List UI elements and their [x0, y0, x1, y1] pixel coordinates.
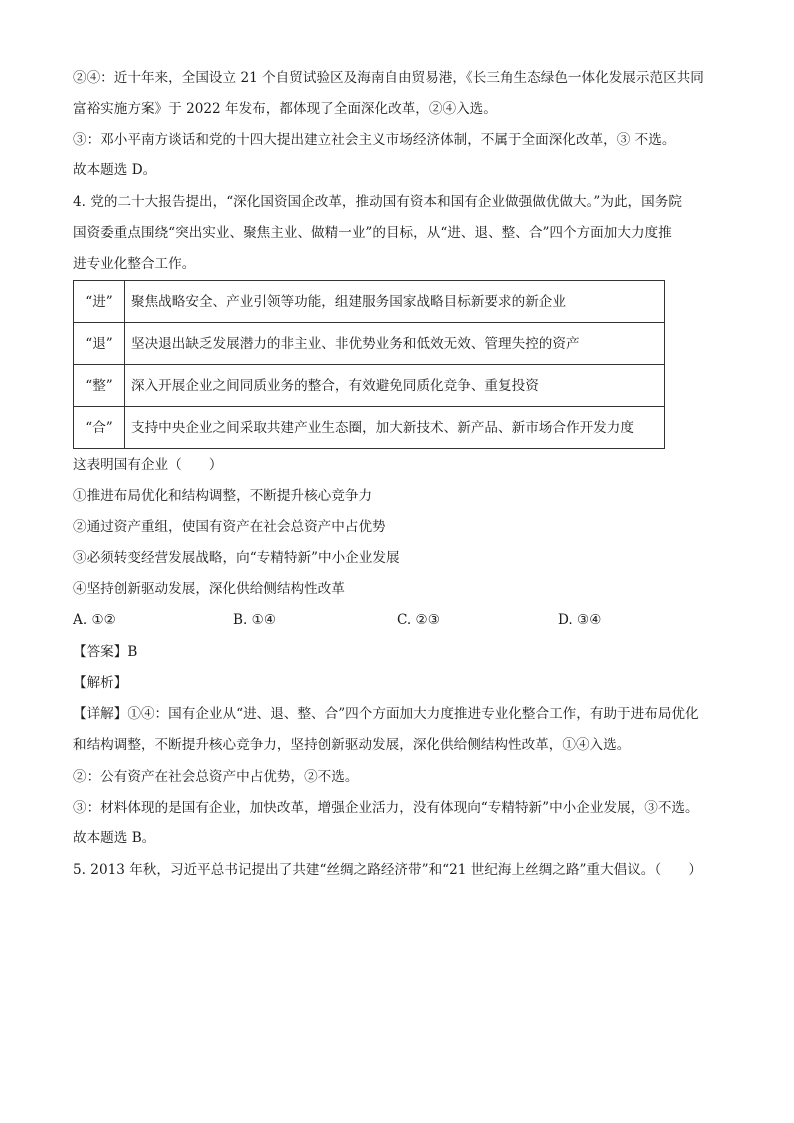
table-key: “退” — [74, 323, 125, 365]
option-b: B. ①④ — [233, 612, 277, 628]
analysis-label: 【解析】 — [73, 675, 128, 691]
q4-lead: 这表明国有企业（ ） — [73, 457, 223, 473]
prev-analysis-line-3: ③：邓小平南方谈话和党的十四大提出建立社会主义市场经济体制，不属于全面深化改革，③ 不选。 — [73, 132, 676, 148]
option-a: A. ①② — [73, 612, 116, 628]
q4-stem-line-1: 4. 党的二十大报告提出，“深化国资国企改革，推动国有资本和国有企业做强做优做大。”为此，国务院 — [73, 194, 682, 210]
answer-label: 【答案】B — [73, 644, 138, 660]
q5-stem: 5. 2013 年秋，习近平总书记提出了共建“丝绸之路经济带”和“21 世纪海上丝绸之路”重大倡议。（ ） — [73, 862, 702, 878]
detail-line-2: 和结构调整，不断提升核心竞争力，坚持创新驱动发展，深化供给侧结构性改革，①④入选。 — [73, 737, 631, 753]
table-row — [74, 407, 665, 449]
table-row — [74, 281, 665, 323]
statement-3: ③必须转变经营发展战略，向“专精特新”中小企业发展 — [73, 550, 400, 566]
table-desc: 支持中央企业之间采取共建产业生态圈，加大新技术、新产品、新市场合作开发力度 — [125, 407, 665, 449]
prev-conclusion: 故本题选 D。 — [73, 162, 157, 178]
detail-line-4: ③：材料体现的是国有企业，加快改革，增强企业活力，没有体现向“专精特新”中小企业发展，③不选。 — [73, 800, 699, 816]
table-row — [74, 365, 665, 407]
q4-stem-line-2: 国资委重点围绕“突出实业、聚焦主业、做精一业”的目标，从“进、退、整、合”四个方面加大力度推 — [73, 225, 672, 241]
q4-stem-line-3: 进专业化整合工作。 — [73, 256, 196, 272]
table-key: “整” — [74, 365, 125, 407]
q4-material-table — [73, 280, 665, 449]
statement-1: ①推进布局优化和结构调整，不断提升核心竞争力 — [73, 488, 373, 504]
table-desc: 深入开展企业之间同质业务的整合，有效避免同质化竞争、重复投资 — [125, 365, 665, 407]
table-key: “合” — [74, 407, 125, 449]
statement-4: ④坚持创新驱动发展，深化供给侧结构性改革 — [73, 581, 345, 597]
detail-line-1: 【详解】①④：国有企业从“进、退、整、合”四个方面加大力度推进专业化整合工作，有助于进布局优化 — [73, 706, 699, 722]
detail-line-3: ②：公有资产在社会总资产中占优势，②不选。 — [73, 769, 359, 785]
table-desc: 坚决退出缺乏发展潜力的非主业、非优势业务和低效无效、管理失控的资产 — [125, 323, 665, 365]
prev-analysis-line-2: 富裕实施方案》于 2022 年发布，都体现了全面深化改革，②④入选。 — [73, 101, 497, 117]
statement-2: ②通过资产重组，使国有资产在社会总资产中占优势 — [73, 519, 386, 535]
table-key: “进” — [74, 281, 125, 323]
detail-conclusion: 故本题选 B。 — [73, 830, 156, 846]
table-desc: 聚焦战略安全、产业引领等功能，组建服务国家战略目标新要求的新企业 — [125, 281, 665, 323]
option-c: C. ②③ — [397, 612, 440, 628]
prev-analysis-line-1: ②④：近十年来，全国设立 21 个自贸试验区及海南自由贸易港，《长三角生态绿色一体化发展示范区共同 — [73, 70, 704, 86]
table-row — [74, 323, 665, 365]
option-d: D. ③④ — [558, 612, 602, 628]
